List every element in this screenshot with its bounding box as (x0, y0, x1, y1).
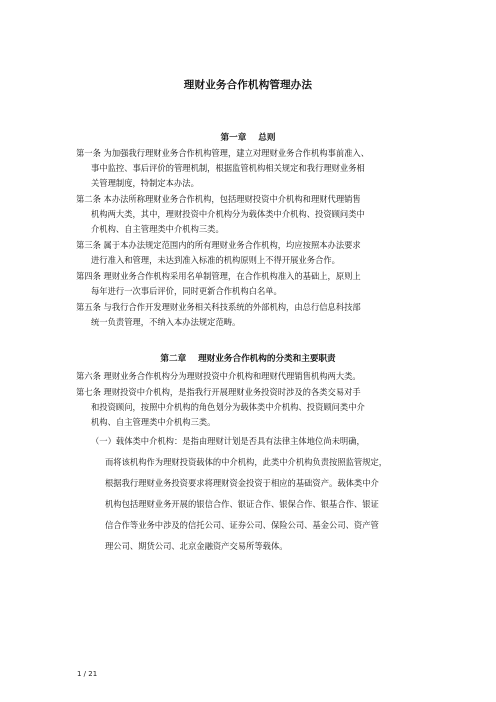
article-2-line-2: 机构两大类，其中，理财投资中介机构分为载体类中介机构、投资顾问类中 (91, 209, 365, 219)
article-1-line-2: 事中监控、事后评价的管理机制，根据监管机构相关规定和我行理财业务相 (91, 163, 365, 173)
article-1-line-1: 第一条 为加强我行理财业务合作机构管理，建立对理财业务合作机构事前准入、 (76, 148, 370, 158)
article-3-line-1: 第三条 属于本办法规定范围内的所有理财业务合作机构，均应按照本办法要求 (76, 240, 361, 250)
article-1-line-3: 关管理制度，特制定本办法。 (91, 178, 199, 188)
item-1-line-1: （一）载体类中介机构：是指由理财计划是否具有法律主体地位尚未明确， (91, 436, 365, 446)
article-4-line-1: 第四条 理财业务合作机构采用名单制管理，在合作机构准入的基础上，原则上 (76, 271, 361, 281)
article-5-line-1: 第五条 与我行合作开发理财业务相关科技系统的外部机构，由总行信息科技部 (76, 302, 361, 312)
item-1-line-2: 而将该机构作为理财投资载体的中介机构，此类中介机构负责按照监管规定， (105, 457, 388, 467)
item-1-line-4: 机构包括理财业务开展的银信合作、银证合作、银保合作、银基合作、银证 (105, 499, 379, 509)
chapter-2-heading: 第二章 理财业务合作机构的分类和主要职责 (160, 354, 336, 364)
article-2-line-1: 第二条 本办法所称理财业务合作机构，包括理财投资中介机构和理财代理销售 (76, 194, 361, 204)
article-6-line-1: 第六条 理财业务合作机构分为理财投资中介机构和理财代理销售机构两大类。 (76, 371, 361, 381)
article-4-line-2: 每年进行一次事后评价，同时更新合作机构白名单。 (91, 286, 282, 296)
article-7-line-3: 机构、自主管理类中介机构三类。 (91, 417, 216, 427)
page-indicator: 1 / 21 (77, 670, 98, 678)
article-7-line-2: 和投资顾问，按照中介机构的角色划分为载体类中介机构、投资顾问类中介 (91, 402, 365, 412)
chapter-1-heading: 第一章 总则 (220, 133, 276, 143)
item-1-line-5: 信合作等业务中涉及的信托公司、证券公司、保险公司、基金公司、资产管 (105, 520, 379, 530)
item-1-line-6: 理公司、期货公司、北京金融资产交易所等载体。 (105, 541, 288, 551)
document-title: 理财业务合作机构管理办法 (183, 79, 313, 91)
article-7-line-1: 第七条 理财投资中介机构，是指我行开展理财业务投资时涉及的各类交易对手 (76, 387, 361, 397)
article-5-line-2: 统一负责管理，不纳入本办法规定范畴。 (91, 317, 241, 327)
item-1-line-3: 根据我行理财业务投资要求将理财资金投资于相应的基础资产。载体类中介 (105, 478, 379, 488)
article-3-line-2: 进行准入和管理，未达到准入标准的机构原则上不得开展业务合作。 (91, 255, 340, 265)
article-2-line-3: 介机构、自主管理类中介机构三类。 (91, 224, 224, 234)
